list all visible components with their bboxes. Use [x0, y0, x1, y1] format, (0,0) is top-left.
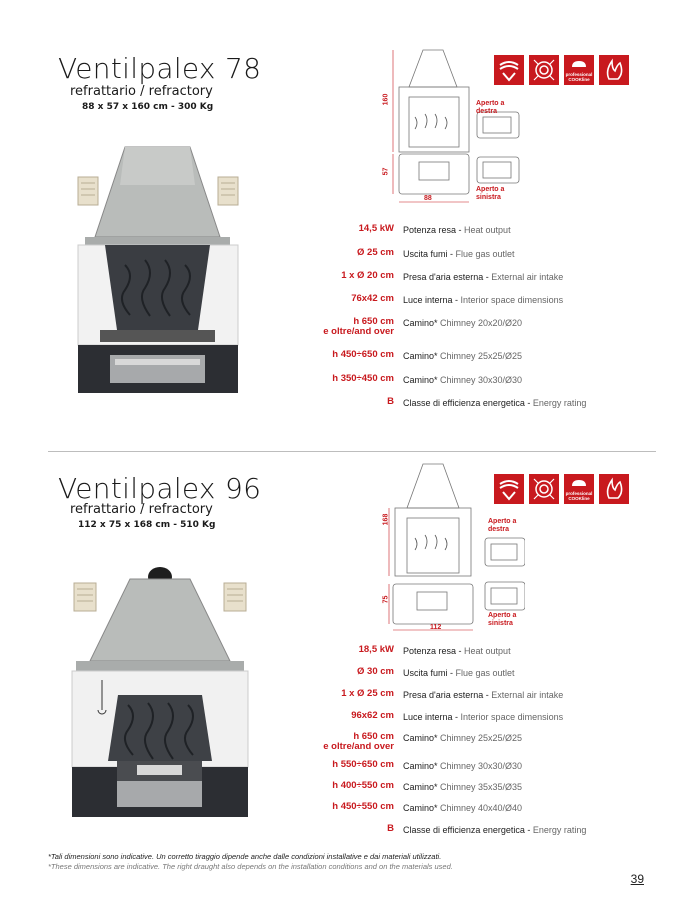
open-left-label: Aperto a sinistra [476, 186, 505, 201]
spec-value: h 400÷550 cm [332, 780, 394, 791]
spec-value-extra: e oltre/and over [323, 326, 394, 337]
spec-description: Potenza resa - Heat output [403, 225, 511, 235]
spec-description: Camino* Chimney 30x30/Ø30 [403, 375, 523, 385]
flame-icon [599, 55, 629, 85]
height-dimension-label: 160 [382, 93, 390, 106]
spec-description: Classe di efficienza energetica - Energy rating [403, 825, 587, 835]
spec-value: B [387, 396, 394, 407]
professional-cookline-icon [564, 55, 594, 85]
svg-text:COOKline: COOKline [568, 496, 590, 501]
spec-value: Ø 30 cm [357, 666, 394, 677]
width-dimension-label: 112 [430, 624, 442, 631]
ventilation-icon [494, 474, 524, 504]
height-dimension-label: 168 [382, 513, 390, 526]
page-number: 39 [630, 872, 644, 886]
product-dimensions: 112 x 75 x 168 cm - 510 Kg [78, 520, 216, 530]
spec-value: h 650 cm [353, 731, 394, 742]
fireplace-image [70, 145, 245, 395]
depth-dimension-label: 57 [382, 167, 390, 176]
product-title: Ventilpalex 78 [58, 52, 262, 85]
spec-value: 96x62 cm [351, 710, 394, 721]
spec-description: Uscita fumi - Flue gas outlet [403, 249, 515, 259]
svg-text:professional: professional [565, 72, 593, 77]
spec-description: Uscita fumi - Flue gas outlet [403, 668, 515, 678]
spec-value: 18,5 kW [358, 644, 394, 655]
spec-value-extra: e oltre/and over [323, 741, 394, 752]
professional-cookline-icon [564, 474, 594, 504]
open-right-label: Aperto a destra [488, 518, 517, 533]
spec-description: Camino* Chimney 25x25/Ø25 [403, 733, 523, 743]
heat-spiral-icon [529, 474, 559, 504]
footnote-english: *These dimensions are indicative. The right draught also depends on the installation conditions and on the materials used. [48, 862, 453, 871]
spec-value: 1 x Ø 25 cm [341, 688, 394, 699]
ventilation-icon [494, 55, 524, 85]
depth-dimension-label: 75 [382, 595, 390, 604]
spec-value: Ø 25 cm [357, 247, 394, 258]
open-left-label: Aperto a sinistra [488, 612, 517, 627]
spec-value: 14,5 kW [358, 223, 394, 234]
spec-description: Camino* Chimney 25x25/Ø25 [403, 351, 523, 361]
spec-description: Presa d'aria esterna - External air intake [403, 272, 564, 282]
fireplace-image [62, 565, 257, 820]
svg-text:professional: professional [565, 491, 593, 496]
spec-value: 76x42 cm [351, 293, 394, 304]
spec-value: h 450÷550 cm [332, 801, 394, 812]
spec-description: Luce interna - Interior space dimensions [403, 295, 564, 305]
spec-description: Camino* Chimney 40x40/Ø40 [403, 803, 523, 813]
spec-value: h 650 cm [353, 316, 394, 327]
open-right-label: Aperto a destra [476, 100, 505, 115]
section-divider [48, 451, 656, 452]
spec-description: Luce interna - Interior space dimensions [403, 712, 564, 722]
product-dimensions: 88 x 57 x 160 cm - 300 Kg [82, 102, 214, 112]
spec-value: h 350÷450 cm [332, 373, 394, 384]
width-dimension-label: 88 [424, 195, 432, 202]
spec-description: Potenza resa - Heat output [403, 646, 511, 656]
spec-description: Camino* Chimney 30x30/Ø30 [403, 761, 523, 771]
product-title: Ventilpalex 96 [58, 472, 262, 505]
spec-description: Presa d'aria esterna - External air intake [403, 690, 564, 700]
spec-description: Classe di efficienza energetica - Energy rating [403, 398, 587, 408]
spec-value: 1 x Ø 20 cm [341, 270, 394, 281]
spec-value: B [387, 823, 394, 834]
spec-value: h 450÷650 cm [332, 349, 394, 360]
spec-description: Camino* Chimney 35x35/Ø35 [403, 782, 523, 792]
flame-icon [599, 474, 629, 504]
heat-spiral-icon [529, 55, 559, 85]
footnote-italian: *Tali dimensioni sono indicative. Un corretto tiraggio dipende anche dalle condizioni installative e dai materiali utilizzati. [48, 852, 442, 861]
svg-text:COOKline: COOKline [568, 77, 590, 82]
spec-value: h 550÷650 cm [332, 759, 394, 770]
spec-description: Camino* Chimney 20x20/Ø20 [403, 318, 523, 328]
product-subtitle: refrattario / refractory [70, 502, 213, 517]
product-subtitle: refrattario / refractory [70, 84, 213, 99]
